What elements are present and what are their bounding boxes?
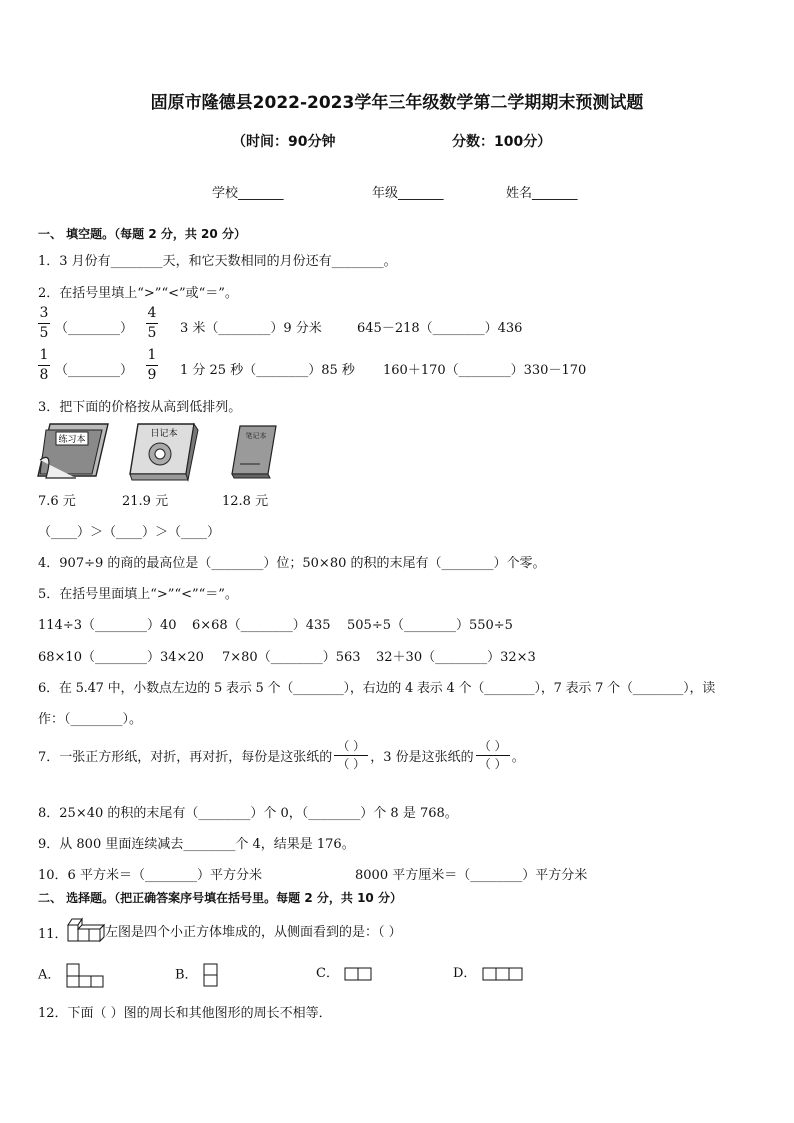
numerator: 4 bbox=[147, 305, 157, 321]
question-4: 4．907÷9 的商的最高位是（________）位；50×80 的积的末尾有（________）个零。 bbox=[38, 556, 546, 571]
q11-stem: 左图是四个小正方体堆成的，从侧面看到的是：（ ） bbox=[105, 925, 402, 940]
q5-row2-item2: 7×80（________）563 bbox=[222, 650, 361, 665]
question-3-stem: 3．把下面的价格按从高到低排列。 bbox=[38, 400, 242, 415]
question-1: 1．3 月份有________天，和它天数相同的月份还有________。 bbox=[38, 254, 397, 269]
q7-text-1: 7．一张正方形纸，对折，再对折，每份是这张纸的 bbox=[38, 750, 333, 765]
numerator: 1 bbox=[39, 347, 49, 363]
notebook-image bbox=[226, 422, 282, 482]
book-label-3: 笔记本 bbox=[245, 432, 267, 440]
option-a[interactable] bbox=[38, 962, 105, 988]
numerator: 1 bbox=[147, 347, 157, 363]
fraction-1-8 bbox=[38, 348, 50, 383]
denominator-blank[interactable]: （ ） bbox=[337, 757, 366, 771]
q7-text-2: ，3 份是这张纸的 bbox=[370, 750, 474, 765]
q2-row2-blank1[interactable]: （________） bbox=[55, 363, 134, 378]
q2-row1-item2: 3 米（________）9 分米 bbox=[180, 321, 322, 336]
numerator: 3 bbox=[39, 305, 49, 321]
q11-number: 11． bbox=[38, 927, 68, 942]
q5-row2-item1: 68×10（________）34×20 bbox=[38, 650, 204, 665]
question-12: 12．下面（ ）图的周长和其他图形的周长不相等． bbox=[38, 1006, 332, 1021]
question-2-stem: 2．在括号里填上“>”“<”或“＝”。 bbox=[38, 286, 238, 301]
price-1: 7.6 元 bbox=[38, 494, 76, 509]
numerator-blank[interactable]: （ ） bbox=[337, 739, 366, 753]
q2-row1-blank1[interactable]: （________） bbox=[55, 321, 134, 336]
option-a-label: A． bbox=[38, 967, 61, 983]
option-a-shape-icon bbox=[65, 962, 105, 988]
option-c[interactable] bbox=[316, 962, 375, 982]
fraction-3-5 bbox=[38, 306, 50, 341]
cube-stack-icon bbox=[64, 915, 106, 943]
question-9: 9．从 800 里面连续减去________个 4，结果是 176。 bbox=[38, 837, 355, 852]
grade-field[interactable]: 年级_______ bbox=[372, 186, 444, 201]
option-d-shape-icon bbox=[481, 966, 525, 982]
question-6-line2: 作：（________）。 bbox=[38, 712, 143, 727]
option-b-shape-icon bbox=[202, 962, 220, 988]
option-b[interactable] bbox=[175, 962, 220, 988]
q2-row1-item3: 645－218（________）436 bbox=[357, 321, 523, 336]
option-b-label: B． bbox=[175, 967, 198, 983]
question-10b: 8000 平方厘米＝（________）平方分米 bbox=[355, 868, 588, 883]
q5-row1-item3: 505÷5（________）550÷5 bbox=[347, 618, 513, 633]
question-7 bbox=[38, 740, 525, 771]
option-d-label: D． bbox=[453, 966, 477, 981]
denominator: 5 bbox=[147, 325, 157, 341]
option-c-shape-icon bbox=[343, 966, 375, 982]
fraction-4-5 bbox=[146, 306, 158, 341]
exam-score: 分数：100分） bbox=[452, 134, 552, 150]
name-field[interactable]: 姓名_______ bbox=[506, 186, 578, 201]
school-field[interactable]: 学校_______ bbox=[212, 186, 284, 201]
q7-fraction-blank-2[interactable] bbox=[476, 740, 510, 771]
numerator-blank[interactable]: （ ） bbox=[478, 739, 507, 753]
fraction-1-9 bbox=[146, 348, 158, 383]
question-5-stem: 5．在括号里面填上“>”“<”“＝”。 bbox=[38, 587, 238, 602]
denominator: 5 bbox=[39, 325, 49, 341]
question-8: 8．25×40 的积的末尾有（________）个 0，（________）个 8 是 768。 bbox=[38, 806, 458, 821]
question-10a: 10．6 平方米＝（________）平方分米 bbox=[38, 868, 262, 883]
denominator-blank[interactable]: （ ） bbox=[478, 757, 507, 771]
price-2: 21.9 元 bbox=[122, 494, 169, 509]
price-3: 12.8 元 bbox=[222, 494, 269, 509]
q2-row2-item3: 160＋170（________）330－170 bbox=[383, 363, 587, 378]
q5-row1-item1: 114÷3（________）40 bbox=[38, 618, 177, 633]
option-c-label: C． bbox=[316, 966, 339, 981]
diary-book-image bbox=[124, 420, 200, 482]
q7-text-3: 。 bbox=[511, 750, 525, 765]
question-6-line1: 6．在 5.47 中，小数点左边的 5 表示 5 个（________），右边的 4 表示 4 个（________），7 表示 7 个（________），读 bbox=[38, 681, 716, 696]
q5-row2-item3: 32＋30（________）32×3 bbox=[376, 650, 536, 665]
price-order-blanks[interactable]: （____）＞（____）＞（____） bbox=[38, 525, 221, 540]
option-d[interactable] bbox=[453, 962, 525, 982]
book-label-2: 日记本 bbox=[150, 429, 178, 439]
section-1-heading: 一、 填空题。（每题 2 分，共 20 分） bbox=[38, 227, 246, 241]
exam-time: （时间：90分钟 bbox=[232, 134, 336, 150]
q2-row2-item2: 1 分 25 秒（________）85 秒 bbox=[180, 363, 355, 378]
q5-row1-item2: 6×68（________）435 bbox=[192, 618, 331, 633]
section-2-heading: 二、 选择题。（把正确答案序号填在括号里。每题 2 分，共 10 分） bbox=[38, 891, 402, 905]
q7-fraction-blank-1[interactable] bbox=[334, 740, 368, 771]
denominator: 9 bbox=[147, 367, 157, 383]
denominator: 8 bbox=[39, 367, 49, 383]
page-title: 固原市隆德县2022-2023学年三年级数学第二学期期末预测试题 bbox=[150, 93, 644, 113]
book-label-1: 练习本 bbox=[58, 435, 86, 445]
exercise-book-image bbox=[36, 420, 110, 482]
